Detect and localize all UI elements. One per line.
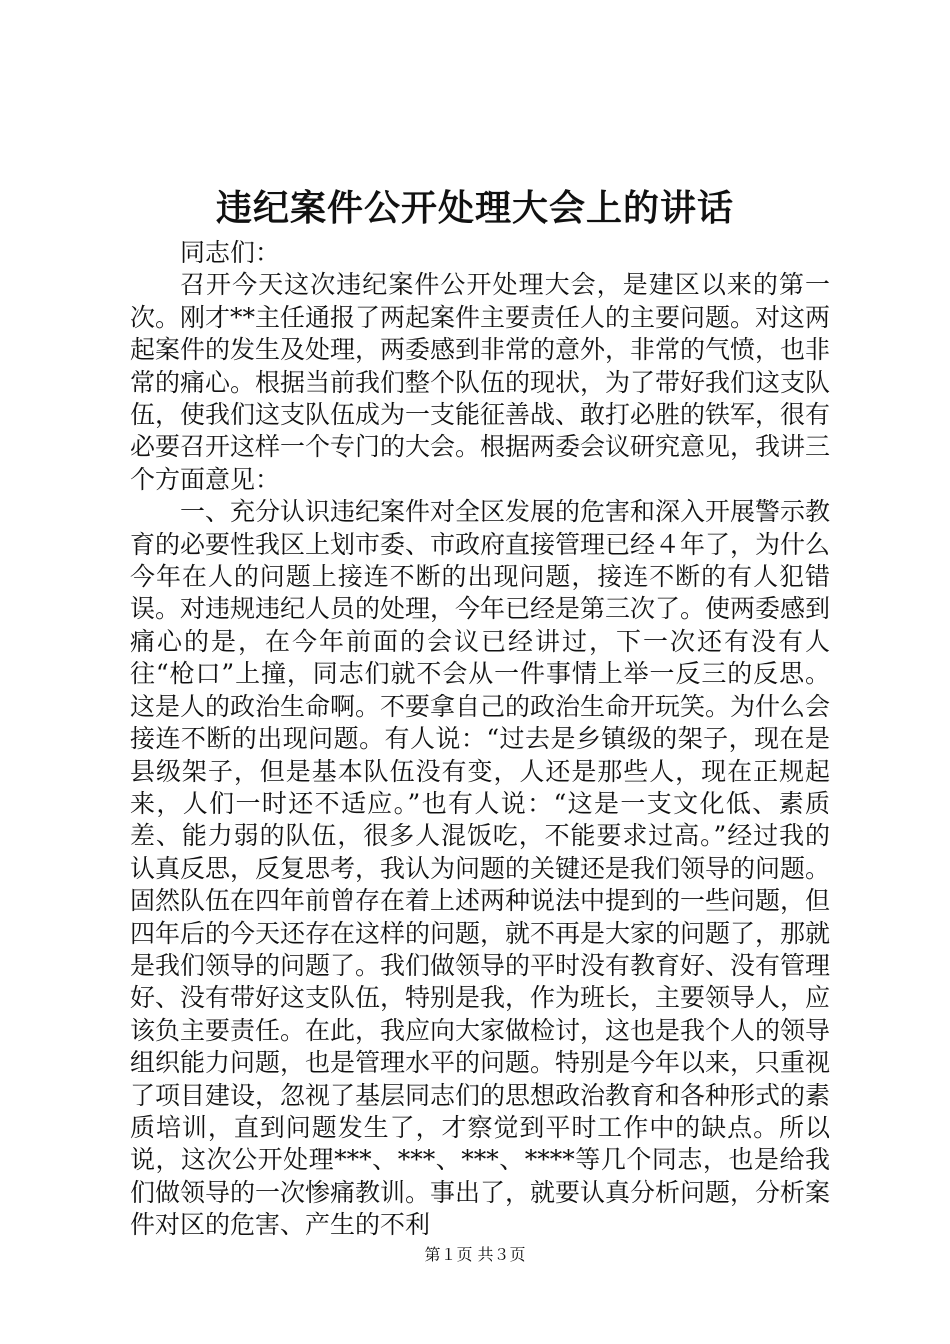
document-body xyxy=(130,237,830,1242)
salutation-paragraph: 同志们： xyxy=(180,238,281,267)
body-paragraph: 召开今天这次违纪案件公开处理大会，是建区以来的第一次。刚才**主任通报了两起案件主要责任人的主要问题。对这两起案件的发生及处理，两委感到非常的意外，非常的气愤，也非常的痛心。根据当前我们整个队伍的现状，为了带好我们这支队伍，使我们这支队伍成为一支能征善战、敢打必胜的铁军，很有必要召开这样一个专门的大会。根据两委会议研究意见，我讲三个方面意见： xyxy=(130,270,831,494)
page-number-footer: 第１页 共３页 xyxy=(424,1245,526,1264)
body-paragraph: 一、充分认识违纪案件对全区发展的危害和深入开展警示教育的必要性我区上划市委、市政府直接管理已经４年了，为什么今年在人的问题上接连不断的出现问题，接连不断的有人犯错误。对违规违纪人员的处理，今年已经是第三次了。使两委感到痛心的是，在今年前面的会议已经讲过，下一次还有没有人往“枪口”上撞，同志们就不会从一件事情上举一反三的反思。这是人的政治生命啊。不要拿自己的政治生命开玩笑。为什么会接连不断的出现问题。有人说：“过去是乡镇级的架子，现在是县级架子，但是基本队伍没有变，人还是那些人，现在正规起来，人们一时还不适应。”也有人说：“这是一支文化低、素质差、能力弱的队伍，很多人混饭吃，不能要求过高。”经过我的认真反思，反复思考，我认为问题的关键还是我们领导的问题。固然队伍在四年前曾存在着上述两种说法中提到的一些问题，但四年后的今天还存在这样的问题，就不再是大家的问题了，那就是我们领导的问题了。我们做领导的平时没有教育好、没有管理好、没有带好这支队伍，特别是我，作为班长，主要领导人，应该负主要责任。在此，我应向大家做检讨，这也是我个人的领导组织能力问题，也是管理水平的问题。特别是今年以来，只重视了项目建设，忽视了基层同志们的思想政治教育和各种形式的素质培训，直到问题发生了，才察觉到平时工作中的缺点。所以说，这次公开处理***、***、***、****等几个同志，也是给我们做领导的一次惨痛教训。事出了，就要认真分析问题，分析案件对区的危害、产生的不利 xyxy=(130,497,831,1240)
document-title: 违纪案件公开处理大会上的讲话 xyxy=(215,187,734,229)
